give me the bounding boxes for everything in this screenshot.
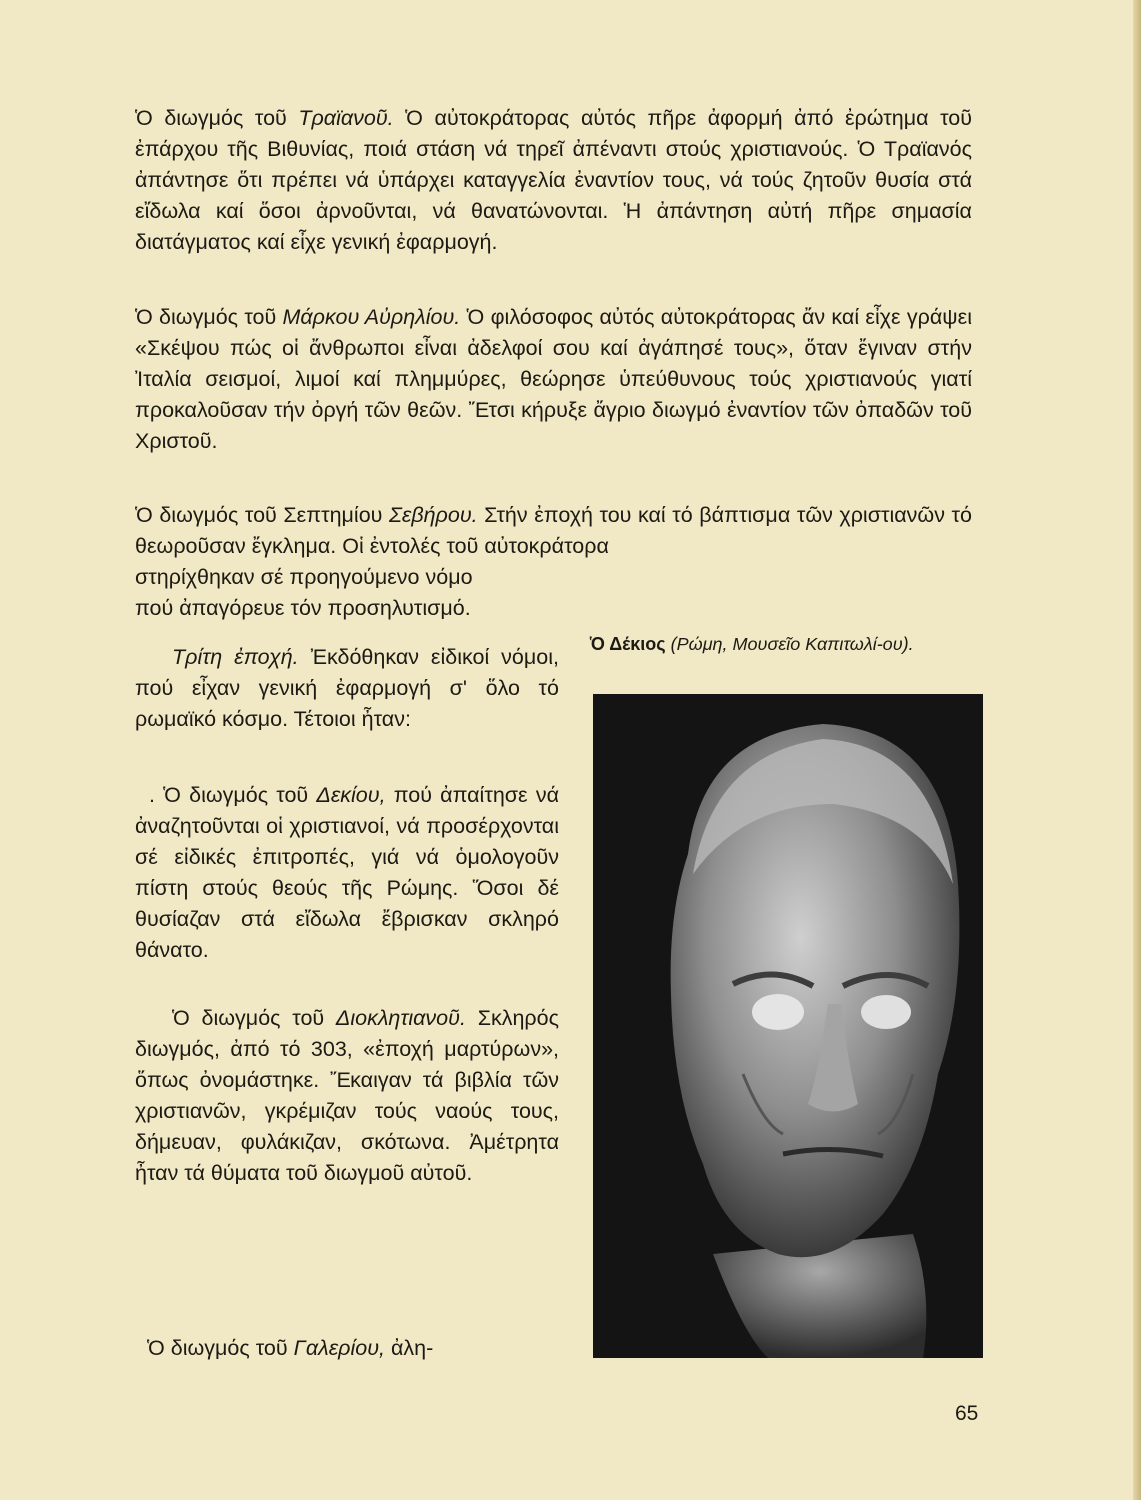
third-era-text: Ἐκδόθηκαν εἰδικοί νόμοι, πού εἶχαν γενική ἐφαρμογή σ' ὅλο τό ρωμαϊκό κόσμο. Τέτοιοι ἦταν: <box>135 645 559 731</box>
galerius-lead: Ὁ διωγμός τοῦ <box>147 1336 294 1360</box>
paragraph-third-era <box>135 642 559 735</box>
galerius-name: Γαλερίου, <box>293 1336 385 1360</box>
paragraph-galerius <box>147 1333 571 1364</box>
photo-caption <box>590 633 980 655</box>
paragraph-decius <box>135 780 559 966</box>
diocletian-name: Διοκλητιανοῦ. <box>335 1006 466 1030</box>
trajan-lead: Ὁ διωγμός τοῦ <box>135 106 299 130</box>
paragraph-trajan <box>135 103 972 258</box>
paragraph-diocletian <box>135 1003 559 1189</box>
marcus-name: Μάρκου Αὐρηλίου. <box>282 305 461 329</box>
marcus-text: Ὁ φιλόσοφος αὐτός αὐτοκράτορας ἄν καί εἶχε γράψει «Σκέψου πώς οἱ ἄνθρωποι εἶναι ἀδελφοί σου καί ἀγάπησέ τους», ὅταν ἔγιναν στήν Ἰταλία σεισμοί, λιμοί καί πλημμύρες, θεώρησε ὑπεύθυνους τούς χριστιανούς γιατί προκαλοῦσαν τήν ὀργή τῶν θεῶν. Ἔτσι κήρυξε ἄγριο διωγμό ἐναντίον τῶν ὀπαδῶν τοῦ Χριστοῦ. <box>135 305 972 453</box>
severus-lead: Ὁ διωγμός τοῦ Σεπτημίου <box>135 503 389 527</box>
decius-lead: . Ὁ διωγμός τοῦ <box>149 783 317 807</box>
trajan-text: Ὁ αὐτοκράτορας αὐτός πῆρε ἀφορμή ἀπό ἐρώτημα τοῦ ἐπάρχου τῆς Βιθυνίας, ποιά στάση νά τηρεῖ ἀπέναντι στούς χριστιανούς. Ὁ Τραϊανός ἀπάντησε ὅτι πρέπει νά ὑπάρχει καταγγελία ἐναντίον τους, νά τούς ζητοῦν θυσία στά εἴδωλα καί ὅσοι ἀρνοῦνται, νά θανατώνονται. Ἡ ἀπάντηση αὐτή πῆρε σημασία διατάγματος καί εἶχε γενική ἐφαρμογή. <box>135 106 972 254</box>
diocletian-lead: Ὁ διωγμός τοῦ <box>172 1006 336 1030</box>
page-edge <box>1133 0 1141 1500</box>
severus-name: Σεβήρου. <box>388 503 478 527</box>
third-era-heading: Τρίτη ἐποχή. <box>172 645 299 669</box>
marcus-lead: Ὁ διωγμός τοῦ <box>135 305 283 329</box>
paragraph-severus <box>135 500 972 624</box>
paragraph-marcus-aurelius <box>135 302 972 457</box>
decius-bust-photo <box>593 694 983 1358</box>
decius-text: πού ἀπαίτησε νά ἀναζητοῦνται οἱ χριστιανοί, νά προσέρχονται σέ εἰδικές ἐπιτροπές, γιά νά ὁμολογοῦν πίστη στούς θεούς τῆς Ρώμης. Ὅσοι δέ θυσίαζαν στά εἴδωλα ἔβρισκαν σκληρό θάνατο. <box>135 783 559 962</box>
severus-line-b: πού ἀπαγόρευε τόν προσηλυτισμό. <box>135 596 471 620</box>
decius-name: Δεκίου, <box>316 783 386 807</box>
caption-source: (Ρώμη, Μουσεῖο Καπιτωλί-ου). <box>665 634 914 654</box>
caption-title: Ὁ Δέκιος <box>590 634 666 654</box>
severus-text: Στήν ἐποχή του καί τό βάπτισμα τῶν χριστιανῶν τό θεωροῦσαν ἔγκλημα. Οἱ ἐντολές τοῦ αὐτοκράτορα <box>135 503 972 558</box>
diocletian-text: Σκληρός διωγμός, ἀπό τό 303, «ἐποχή μαρτύρων», ὅπως ὀνομάστηκε. Ἔκαιγαν τά βιβλία τῶν χριστιανῶν, γκρέμιζαν τούς ναούς τους, δήμευαν, φυλάκιζαν, σκότωνα. Ἀμέτρητα ἦταν τά θύματα τοῦ διωγμοῦ αὐτοῦ. <box>135 1006 559 1185</box>
galerius-text: ἀλη- <box>385 1336 434 1360</box>
trajan-name: Τραϊανοῦ. <box>298 106 394 130</box>
page-number: 65 <box>955 1402 979 1425</box>
bust-illustration <box>593 694 983 1358</box>
severus-line-a: στηρίχθηκαν σέ προηγούμενο νόμο <box>135 565 473 589</box>
